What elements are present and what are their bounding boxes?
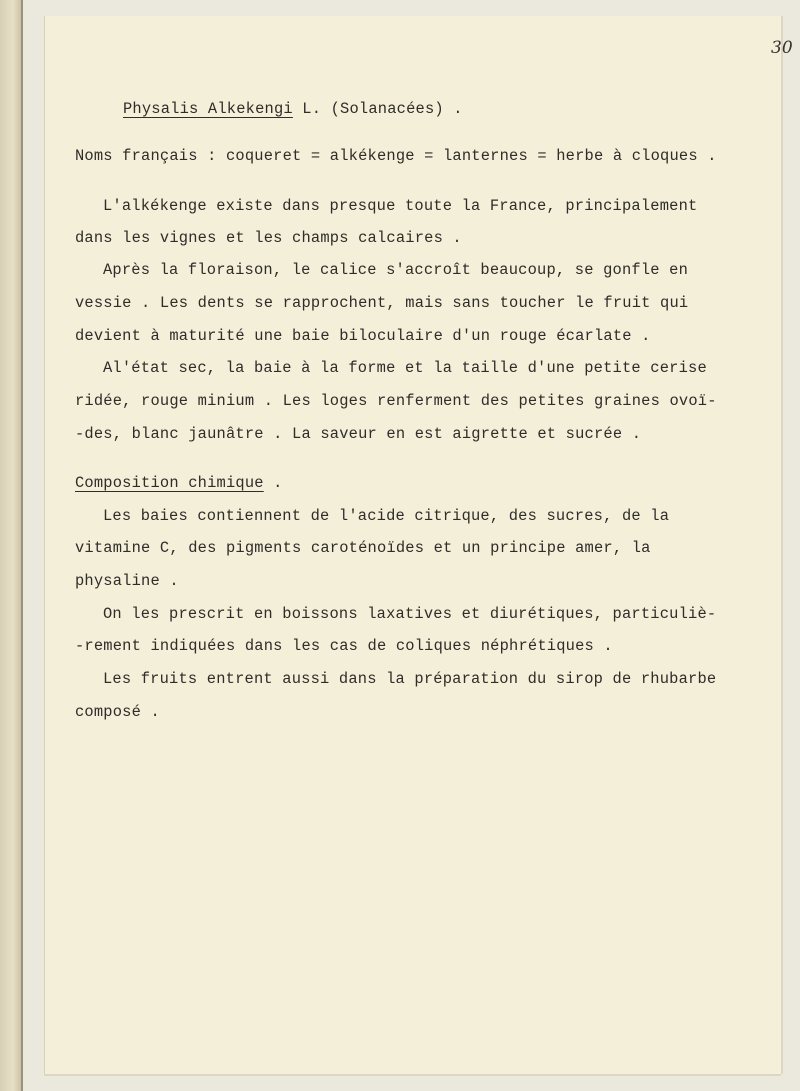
paragraph-line: devient à maturité une baie biloculaire d'un rouge écarlate . — [75, 327, 651, 345]
paragraph-line: composé . — [75, 703, 160, 721]
paragraph-line: Après la floraison, le calice s'accroît beaucoup, se gonfle en — [103, 261, 689, 279]
paragraph-line: vessie . Les dents se rapprochent, mais sans toucher le fruit qui — [75, 294, 689, 312]
document-title — [123, 102, 463, 117]
composition-heading-text: Composition chimique — [75, 474, 264, 492]
paragraph-line: Al'état sec, la baie à la forme et la taille d'une petite cerise — [103, 359, 707, 377]
paragraph-line: dans les vignes et les champs calcaires . — [75, 229, 462, 247]
title-family: L. (Solanacées) . — [292, 100, 463, 118]
paragraph-line: ridée, rouge minium . Les loges renferment des petites graines ovoï- — [75, 392, 717, 410]
paragraph-line: -rement indiquées dans les cas de coliques néphrétiques . — [75, 637, 613, 655]
typewritten-page — [44, 16, 793, 1074]
paragraph-line: vitamine C, des pigments caroténoïdes et un principe amer, la — [75, 539, 651, 557]
spine-shadow-line — [21, 0, 23, 1091]
paragraph-line: Les fruits entrent aussi dans la préparation du sirop de rhubarbe — [103, 670, 717, 688]
paragraph-line: Les baies contiennent de l'acide citrique, des sucres, de la — [103, 507, 670, 525]
section-heading-composition — [75, 476, 283, 491]
paragraph-line: L'alkékenge existe dans presque toute la France, principalement — [103, 197, 698, 215]
composition-heading-suffix: . — [263, 474, 283, 492]
paragraph-line: -des, blanc jaunâtre . La saveur en est aigrette et sucrée . — [75, 425, 642, 443]
title-species-name: Physalis Alkekengi — [123, 100, 293, 118]
book-spine-edge — [0, 0, 22, 1091]
page-number: 30 — [771, 38, 793, 58]
french-names-line: Noms français : coqueret = alkékenge = lanternes = herbe à cloques . — [75, 147, 717, 165]
paragraph-line: physaline . — [75, 572, 179, 590]
paragraph-line: On les prescrit en boissons laxatives et diurétiques, particuliè- — [103, 605, 717, 623]
